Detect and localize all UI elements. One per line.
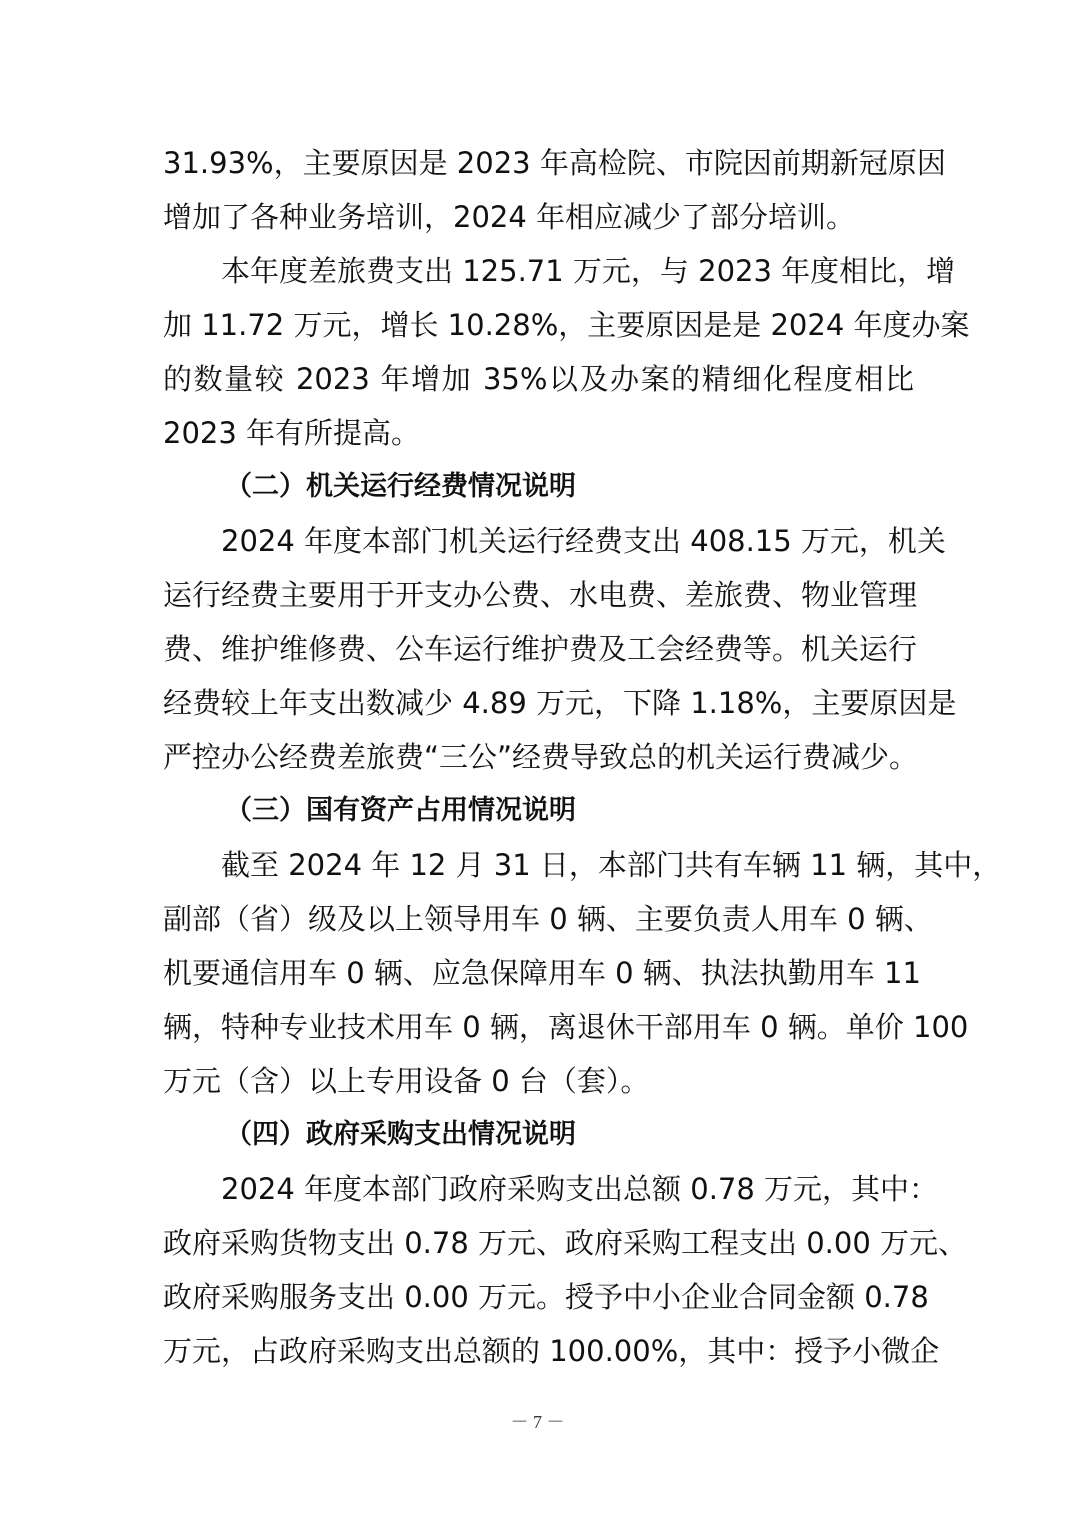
section-heading: （四）政府采购支出情况说明: [225, 1119, 576, 1150]
text-line: 增加了各种业务培训，2024 年相应减少了部分培训。: [163, 200, 856, 234]
text-line: 截至 2024 年 12 月 31 日，本部门共有车辆 11 辆，其中，: [221, 848, 1002, 882]
text-line: 加 11.72 万元，增长 10.28%，主要原因是是 2024 年度办案: [163, 308, 970, 342]
text-line: 本年度差旅费支出 125.71 万元，与 2023 年度相比，增: [221, 254, 956, 288]
text-line: 2023 年有所提高。: [163, 416, 421, 450]
text-line: 政府采购服务支出 0.00 万元。授予中小企业合同金额 0.78: [163, 1280, 929, 1314]
text-line: 2024 年度本部门政府采购支出总额 0.78 万元，其中：: [221, 1172, 939, 1206]
text-line: 经费较上年支出数减少 4.89 万元，下降 1.18%，主要原因是: [163, 686, 957, 720]
text-line: 万元，占政府采购支出总额的 100.00%，其中：授予小微企: [163, 1334, 940, 1368]
text-line: 严控办公经费差旅费“三公”经费导致总的机关运行费减少。: [163, 740, 919, 774]
text-line: 的数量较 2023 年增加 35%以及办案的精细化程度相比: [163, 362, 914, 396]
document-body: [163, 140, 1002, 1382]
section-heading: （二）机关运行经费情况说明: [225, 471, 576, 502]
text-line: 2024 年度本部门机关运行经费支出 408.15 万元，机关: [221, 524, 946, 558]
page-number: － 7 －: [510, 1412, 565, 1432]
text-line: 31.93%，主要原因是 2023 年高检院、市院因前期新冠原因: [163, 146, 946, 180]
text-line: 运行经费主要用于开支办公费、水电费、差旅费、物业管理: [163, 578, 918, 612]
text-line: 机要通信用车 0 辆、应急保障用车 0 辆、执法执勤用车 11: [163, 956, 921, 990]
text-line: 费、维护维修费、公车运行维护费及工会经费等。机关运行: [163, 632, 918, 666]
text-line: 政府采购货物支出 0.78 万元、政府采购工程支出 0.00 万元、: [163, 1226, 968, 1260]
text-line: 辆，特种专业技术用车 0 辆，离退休干部用车 0 辆。单价 100: [163, 1010, 969, 1044]
text-line: 副部（省）级及以上领导用车 0 辆、主要负责人用车 0 辆、: [163, 902, 933, 936]
text-line: 万元（含）以上专用设备 0 台（套）。: [163, 1064, 650, 1098]
section-heading: （三）国有资产占用情况说明: [225, 795, 576, 826]
